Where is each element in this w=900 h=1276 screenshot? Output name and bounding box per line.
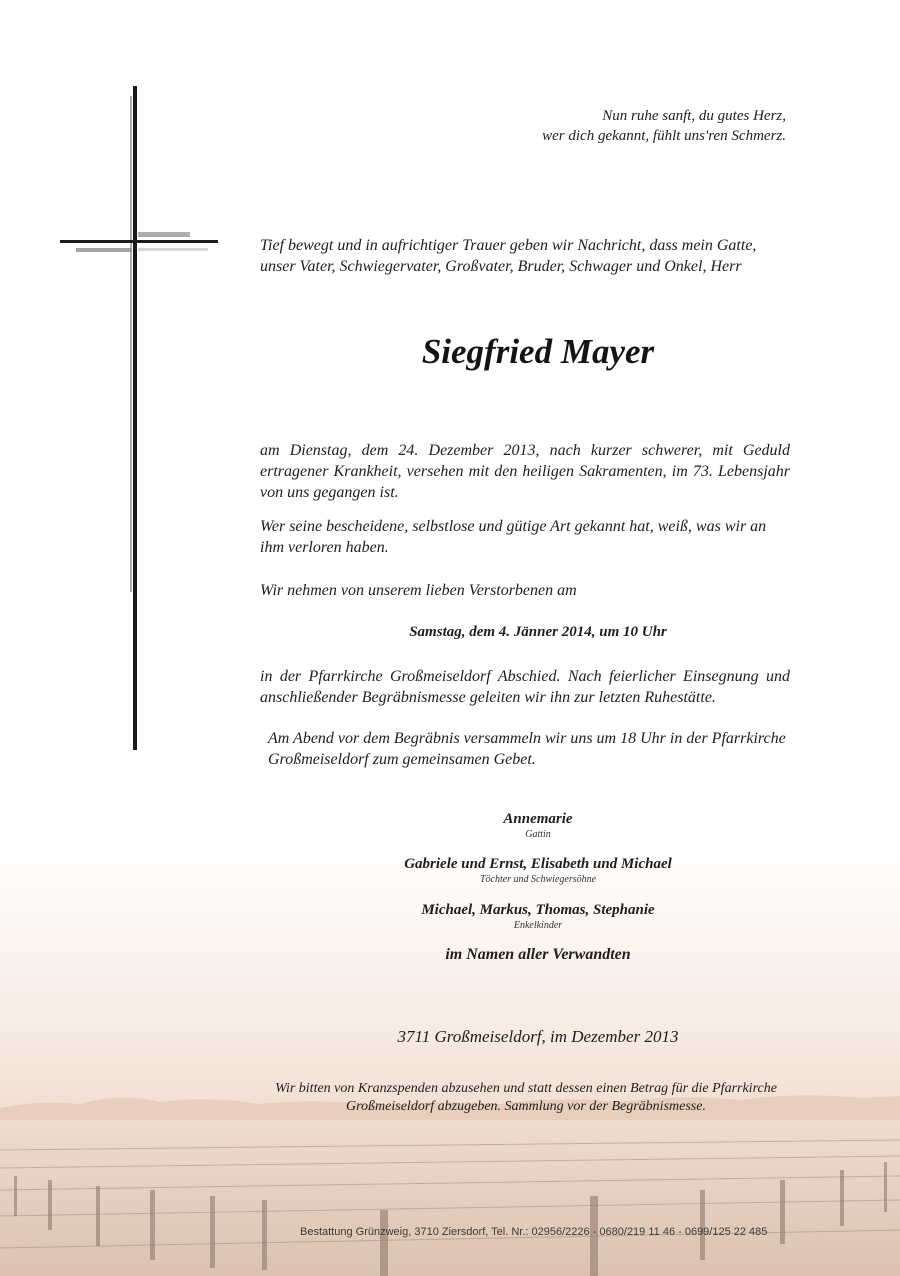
mourner-relation: Gattin	[525, 829, 551, 840]
mourner-name: Gabriele und Ernst, Elisabeth und Michael	[404, 856, 672, 872]
donation-notice: Wir bitten von Kranzspenden abzusehen und statt dessen einen Betrag für die Pfarrkirche Großmeiseldorf abzugeben. Sammlung vor der Begräbnismesse.	[275, 1081, 777, 1114]
prayer-notice: Am Abend vor dem Begräbnis versammeln wir uns um 18 Uhr in der Pfarrkirche Großmeiseldorf zum gemeinsamen Gebet.	[268, 730, 786, 768]
undertaker-footer: Bestattung Grünzweig, 3710 Ziersdorf, Tel. Nr.: 02956/2226 - 0680/219 11 46 - 0699/125 22 485	[300, 1226, 768, 1238]
funeral-details: in der Pfarrkirche Großmeiseldorf Abschied. Nach feierlicher Einsegnung und anschließender Begräbnismesse geleiten wir ihn zur letzten Ruhestätte.	[260, 668, 790, 706]
relatives-line	[260, 945, 816, 964]
place-and-date: 3711 Großmeiseldorf, im Dezember 2013	[397, 1027, 679, 1046]
mourner-entry	[260, 855, 816, 886]
mourner-name: Michael, Markus, Thomas, Stephanie	[421, 902, 655, 918]
motto-line: wer dich gekannt, fühlt uns'ren Schmerz.	[542, 128, 786, 144]
intro-text: Tief bewegt und in aufrichtiger Trauer geben wir Nachricht, dass mein Gatte, unser Vater, Schwiegervater, Großvater, Bruder, Schwager und Onkel, Herr	[260, 237, 757, 275]
mourner-relation: Töchter und Schwiegersöhne	[479, 874, 597, 885]
motto-line: Nun ruhe sanft, du gutes Herz,	[602, 108, 786, 124]
mourner-name: Annemarie	[503, 811, 573, 827]
cross-horizontal-beam	[60, 240, 218, 243]
motto-verse	[480, 106, 786, 146]
funeral-datetime: Samstag, dem 4. Jänner 2014, um 10 Uhr	[409, 624, 667, 640]
farewell-intro: Wir nehmen von unserem lieben Verstorbenen am	[260, 582, 577, 599]
cross-shadow	[130, 96, 132, 592]
cross-shade	[76, 248, 132, 252]
tribute-text: Wer seine bescheidene, selbstlose und gütige Art gekannt hat, weiß, was wir an ihm verloren haben.	[260, 518, 767, 556]
cross-vertical-beam	[133, 86, 137, 750]
death-notice: am Dienstag, dem 24. Dezember 2013, nach kurzer schwerer, mit Geduld ertragener Krankheit, versehen mit den heiligen Sakramenten, im 73. Lebensjahr von uns gegangen ist.	[260, 442, 790, 501]
cross-shade	[138, 232, 190, 237]
mourner-relation: Enkelkinder	[513, 920, 563, 931]
deceased-name: Siegfried Mayer	[421, 332, 655, 371]
mourner-entry	[260, 901, 816, 932]
relatives-text: im Namen aller Verwandten	[445, 946, 631, 963]
mourner-entry	[260, 810, 816, 841]
cross-shade	[138, 248, 208, 251]
